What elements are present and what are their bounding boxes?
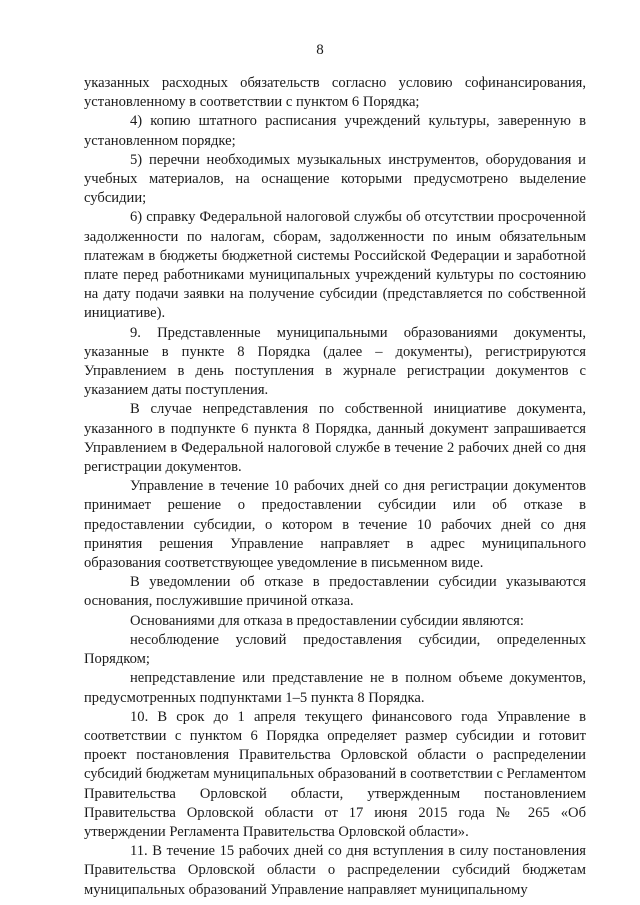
paragraph: 4) копию штатного расписания учреждений культуры, заверенную в установленном порядке; <box>84 113 586 149</box>
paragraph: Основаниями для отказа в предоставлении субсидии являются: <box>130 612 524 629</box>
paragraph: 5) перечни необходимых музыкальных инструментов, оборудования и учебных материалов, на оснащение которыми предусмотрено выделение субсидии; <box>84 151 586 207</box>
paragraph: 6) справку Федеральной налоговой службы об отсутствии просроченной задолженности по налогам, сборам, задолженности по иным обязательным платежам в бюджеты бюджетной системы Российской Федерации и заработной плате перед работниками муниципальных учреждений культуры по состоянию на дату подачи заявки на получение субсидии (представляется по собственной инициативе). <box>84 209 586 322</box>
paragraph: непредставление или представление не в полном объеме документов, предусмотренных подпунктами 1–5 пункта 8 Порядка. <box>84 670 586 706</box>
paragraph: 10. В срок до 1 апреля текущего финансового года Управление в соответствии с пунктом 6 Порядка определяет размер субсидии и готовит проект постановления Правительства Орловской области о распределении субсидий бюджетам муниципальных образований в соответствии с Регламентом Правительства Орловской области, утвержденным постановлением Правительства Орловской области от 17 июня 2015 года № 265 «Об утверждении Регламента Правительства Орловской области». <box>84 708 586 840</box>
paragraph: 9. Представленные муниципальными образованиями документы, указанные в пункте 8 Порядка (далее – документы), регистрируются Управлением в день поступления в журнале регистрации документов с указанием даты поступления. <box>84 324 586 399</box>
paragraph: указанных расходных обязательств согласно условию софинансирования, установленному в соответствии с пунктом 6 Порядка; <box>84 75 586 111</box>
document-body <box>84 74 586 900</box>
paragraph: несоблюдение условий предоставления субсидии, определенных Порядком; <box>84 631 586 668</box>
paragraph: В случае непредставления по собственной инициативе документа, указанного в подпункте 6 пункта 8 Порядка, данный документ запрашивается Управлением в Федеральной налоговой службе в течение 2 рабочих дней со дня регистрации документов. <box>84 401 586 476</box>
paragraph: В уведомлении об отказе в предоставлении субсидии указываются основания, послужившие причиной отказа. <box>84 574 586 610</box>
page-number: 8 <box>316 42 324 58</box>
paragraph: 11. В течение 15 рабочих дней со дня вступления в силу постановления Правительства Орловской области о распределении субсидий бюджетам муниципальных образований Управление направляет муниципальному <box>84 843 586 898</box>
paragraph: Управление в течение 10 рабочих дней со дня регистрации документов принимает решение о предоставлении субсидии или об отказе в предоставлении субсидии, о котором в течение 10 рабочих дней со дня принятия решения Управление направляет в адрес муниципального образования соответствующее уведомление в письменном виде. <box>84 478 586 572</box>
